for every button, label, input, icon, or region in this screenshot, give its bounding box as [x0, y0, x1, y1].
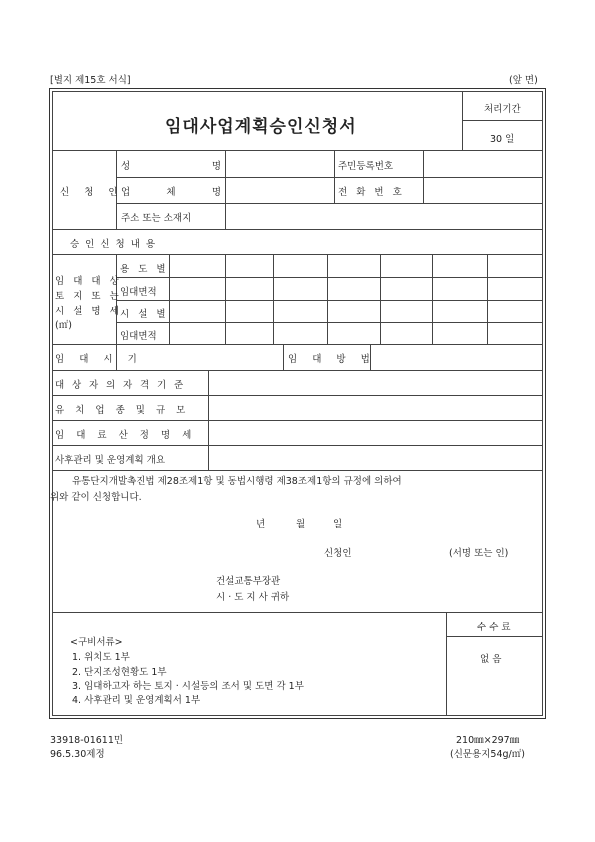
- recipient-minister: 건설교통부장관: [216, 576, 281, 587]
- business-scale-label: 유 치 업 종 및 규 모: [55, 405, 190, 416]
- address-field[interactable]: [230, 207, 539, 225]
- processing-period-value: 30 일: [490, 134, 515, 145]
- date-day-label: 일: [333, 519, 343, 530]
- date-month-label: 월: [296, 519, 306, 530]
- business-scale-field[interactable]: [212, 398, 539, 416]
- qualification-field[interactable]: [212, 373, 539, 391]
- usage-row-label: 용 도 별: [120, 264, 169, 275]
- target-group-label-unit: (㎡): [55, 320, 72, 331]
- qualification-label: 대 상 자 의 자 격 기 준: [55, 380, 186, 391]
- lease-method-field[interactable]: [374, 348, 539, 366]
- fee-value: 없 음: [480, 654, 502, 665]
- lease-period-label: 임 대 시 기: [55, 354, 143, 365]
- declaration-line-2: 위와 같이 신청합니다.: [50, 492, 142, 503]
- document-item: 2. 단지조성현황도 1부: [72, 667, 167, 678]
- lease-method-label: 임 대 방 법: [288, 354, 376, 365]
- form-enacted-date: 96.5.30제정: [50, 749, 105, 760]
- processing-period-label: 처리기간: [484, 104, 521, 115]
- entity-name-label: 업 체 명: [121, 187, 221, 198]
- document-item: 4. 사후관리 및 운영계획서 1부: [72, 695, 201, 706]
- target-group-label-line2: 토 지 또 는: [55, 291, 122, 302]
- paper-type: (신문용지54g/㎡): [450, 749, 525, 760]
- resident-id-field[interactable]: [427, 155, 539, 173]
- phone-label: 전 화 번 호: [338, 187, 405, 198]
- date-year-label: 년: [256, 519, 266, 530]
- facility-row-label: 시 설 별: [120, 309, 169, 320]
- request-section-heading: 승인신청내용: [70, 239, 162, 250]
- phone-field[interactable]: [427, 181, 539, 199]
- declaration-line-1: 유통단지개발촉진법 제28조제1항 및 동법시행령 제38조제1항의 규정에 의하여: [72, 476, 402, 487]
- address-label: 주소 또는 소재지: [121, 213, 192, 224]
- name-field[interactable]: [230, 155, 330, 173]
- target-group-label-line3: 시 설 명 세: [55, 306, 122, 317]
- lease-area-row-label-1: 임대면적: [120, 287, 157, 298]
- lease-period-field[interactable]: [120, 348, 278, 366]
- rent-calculation-field[interactable]: [212, 423, 539, 441]
- name-label: 성 명: [121, 161, 221, 172]
- required-documents-title: <구비서류>: [70, 637, 123, 648]
- recipient-governor: 시 · 도 지 사 귀하: [216, 592, 290, 603]
- rent-calculation-label: 임 대 료 산 정 명 세: [55, 430, 196, 441]
- page-side-label: (앞 면): [509, 75, 538, 86]
- form-number: [별지 제15호 서식]: [50, 75, 131, 86]
- fee-label: 수 수 료: [477, 622, 511, 633]
- form-title: 임대사업계획승인신청서: [165, 117, 357, 137]
- document-item: 1. 위치도 1부: [72, 652, 130, 663]
- applicant-signature-label: 신청인: [324, 548, 352, 559]
- signature-mark: (서명 또는 인): [449, 548, 509, 559]
- target-group-label-line1: 임 대 대 상: [55, 276, 122, 287]
- entity-name-field[interactable]: [230, 181, 330, 199]
- form-code: 33918-01611민: [50, 735, 124, 746]
- management-plan-field[interactable]: [212, 448, 539, 466]
- document-item: 3. 임대하고자 하는 토지 · 시설등의 조서 및 도면 각 1부: [72, 681, 304, 692]
- resident-id-label: 주민등록번호: [338, 161, 394, 172]
- lease-area-row-label-2: 임대면적: [120, 331, 157, 342]
- management-plan-label: 사후관리 및 운영계획 개요: [55, 455, 166, 466]
- applicant-group-label: 신 청 인: [60, 187, 124, 198]
- paper-size: 210㎜×297㎜: [456, 735, 520, 746]
